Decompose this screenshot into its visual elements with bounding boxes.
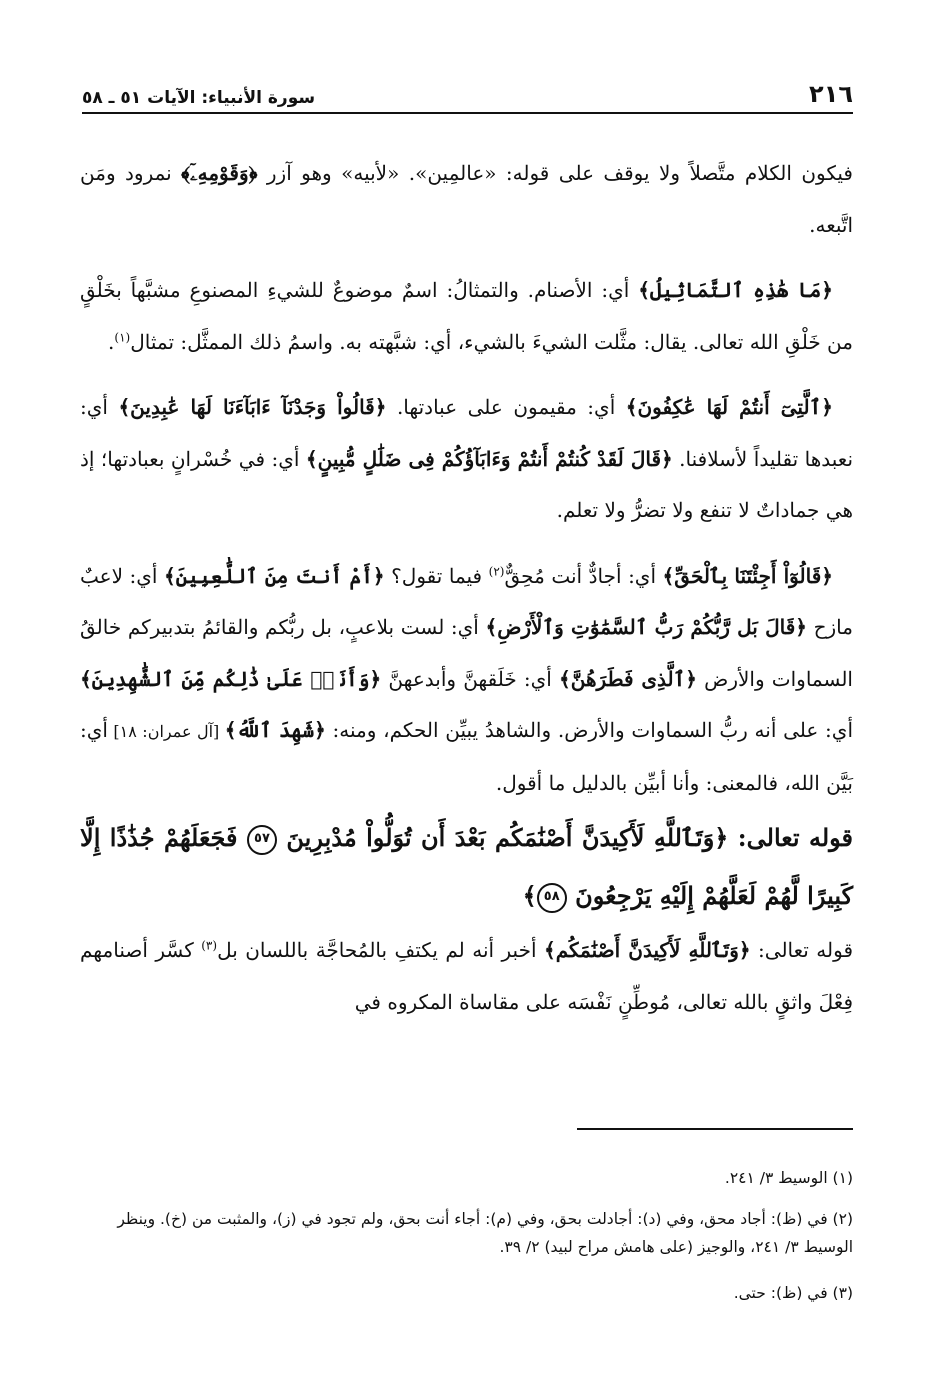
text: أي: على أنه ربُّ السماوات والأرض. والشاهدُ يبيِّن الحكم، ومنه: [325,718,854,742]
text: أي: خَلَقهنَّ وأبدعهنَّ [381,666,560,691]
footnote-divider [577,1128,853,1130]
text: فيما تقول؟ [384,563,489,588]
paragraph-5 [80,925,853,1028]
footnote-3: (٣) في (ظ): حتى. [733,1284,853,1302]
quran-quote: ﴿قَالُواْ وَجَدْنَآ ءَابَآءَنَا لَهَا عَٰبِدِينَ﴾ [118,395,387,419]
text: أي: بَيَّن الله، فالمعنى: وأنا أبيِّن بالدليل ما أقول. [80,718,853,795]
quran-quote: ﴿ٱلَّتِىٓ أَنتُمْ لَهَا عَٰكِفُونَ﴾ [625,395,833,419]
text: قوله تعالى: [750,938,854,962]
footnote-ref: (١) [114,329,131,344]
text: . [108,329,115,354]
paragraph-1 [80,148,853,251]
verse-text: فَجَعَلَهُمْ جُذَٰذًا إِلَّا كَبِيرًا لَّهُمْ لَعَلَّهُمْ إِلَيْهِ يَرْجِعُونَ [80,823,853,910]
paragraph-2 [80,265,853,368]
verse-heading [80,809,853,925]
page-number: ٢١٦ [809,80,853,108]
text: أخبر أنه لم يكتفِ بالمُحاجَّة باللسان بل [217,938,544,962]
verse-lead: قوله تعالى: [728,823,854,852]
paragraph-4 [80,551,853,810]
quran-quote: ﴿قَالَ بَل رَّبُّكُمْ رَبُّ ٱلسَّمَٰوَٰتِ وَٱلْأَرْضِ﴾ [485,615,807,639]
quran-quote: ﴿شَهِدَ ٱللَّهُ﴾ [224,718,326,742]
page-header [82,68,853,114]
quran-quote: ﴿وَقَوْمِهِۦٓ﴾ [181,161,258,185]
quran-quote: ﴿وَأَنَا۠ عَلَىٰ ذَٰلِكُم مِّنَ ٱلشَّٰهِدِينَ﴾ [80,666,382,691]
footnote-ref: (٢) [488,563,505,578]
ayah-number-marker: ٥٧ [247,825,277,855]
main-text [80,148,853,1028]
quran-quote: ﴿وَتَٱللَّهِ لَأَكِيدَنَّ أَصْنَٰمَكُم﴾ [543,938,751,962]
text: أي: الأصنام. والتمثالُ: اسمٌ موضوعٌ للشيءِ المصنوعِ مشبَّهاً بخَلْقٍ من خَلْقِ الله تعالى. يقال: مثَّلت الشيءَ بالشيء، أي: شبَّهته به. واسمُ ذلك الممثَّل: تمثال [80,278,853,354]
text: أي: في خُسْرانٍ بعبادتها؛ إذ هي جماداتٌ لا تنفع ولا تضرُّ ولا تعلم. [80,446,853,522]
verse-text: ﴿وَتَٱللَّهِ لَأَكِيدَنَّ أَصْنَٰمَكُم بَعْدَ أَن تُوَلُّواْ مُدْبِرِينَ [276,823,729,852]
footnotes [80,1164,853,1320]
text: كسَّر أصنامهم فِعْلَ واثقٍ بالله تعالى، مُوطِّنٍ نَفْسَه على مقاساة المكروه في [80,938,853,1014]
footnote-2: (٢) في (ظ): أجاد محق، وفي (د): أجادلت بحق، وفي (م): أجاء أنت بحق، ولم تجود في (ز)، والمثبت من (خ). وينظر الوسيط ٣/ ٢٤١، والوجيز (على هامش مراح لبيد) ٢/ ٣٩. [117,1210,853,1256]
quran-quote: ﴿ٱلَّذِى فَطَرَهُنَّ﴾ [559,666,697,691]
footnote-1: (١) الوسيط ٣/ ٢٤١. [724,1169,853,1187]
text: نمرود ومَن اتَّبعه. [80,161,853,237]
quran-quote: ﴿قَالُوٓاْ أَجِئْتَنَا بِٱلْحَقِّ﴾ [662,563,833,588]
text: أي: لاعبٌ مازح [80,563,853,639]
text: أي: نعبدها تقليداً لأسلافنا. [80,395,854,471]
citation: [آل عمران: ١٨] [107,722,225,741]
ayah-number-marker: ٥٨ [537,883,567,913]
text: أي: أجادٌّ أنت مُحِقٌّ [504,563,663,588]
footnote-ref: (٣) [201,938,218,953]
paragraph-3 [80,382,853,537]
text: أي: مقيمون على عبادتها. [386,395,626,419]
quran-quote: ﴿مَا هَٰذِهِ ٱلتَّمَاثِيلُ﴾ [638,278,833,302]
text: فيكون الكلام متَّصلاً ولا يوقف على قوله: «عالمِين». «لأبيه» وهو آزر [257,161,853,185]
text: أي: لست بلاعبٍ، بل ربُّكم والقائمُ بتدبيركم خالقُ السماوات والأرض [80,615,853,691]
running-title: سورة الأنبياء: الآيات ٥١ ـ ٥٨ [82,88,316,108]
quran-quote: ﴿قَالَ لَقَدْ كُنتُمْ أَنتُمْ وَءَابَآؤُكُمْ فِى ضَلَٰلٍ مُّبِينٍ﴾ [305,446,673,471]
quran-quote: ﴿أَمْ أَنتَ مِنَ ٱللَّٰعِبِينَ﴾ [164,563,385,588]
verse-close: ﴾ [522,881,537,910]
